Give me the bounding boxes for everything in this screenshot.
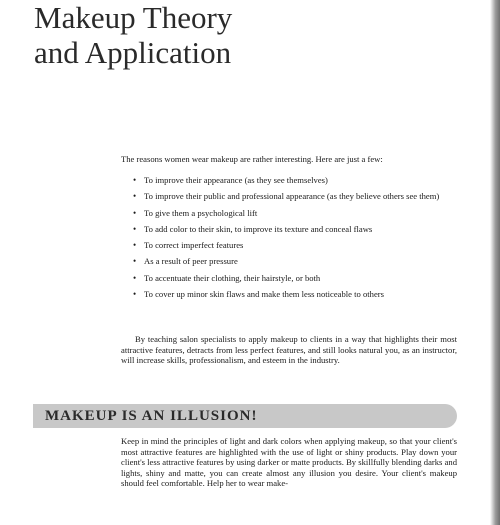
list-item-text: To accentuate their clothing, their hairstyle, or both xyxy=(144,272,321,283)
list-item xyxy=(133,289,457,300)
bullet-icon: • xyxy=(133,191,137,202)
bullet-icon: • xyxy=(133,272,137,283)
list-item-text: To add color to their skin, to improve its texture and conceal flaws xyxy=(144,223,373,234)
list-item xyxy=(133,256,457,267)
list-item-text: To improve their appearance (as they see themselves) xyxy=(144,175,328,185)
bullet-icon: • xyxy=(133,207,137,218)
reasons-list xyxy=(133,175,457,305)
list-item-text: To give them a psychological lift xyxy=(144,207,258,218)
body-paragraph-1: By teaching salon specialists to apply makeup to clients in a way that highlights their most attractive features, detracts from less perfect features, and still looks natural you, as an instructor, will increase skills, professionalism, and esteem in the industry. xyxy=(121,334,457,366)
list-item xyxy=(133,240,457,251)
list-item xyxy=(133,224,457,235)
bullet-icon: • xyxy=(133,240,137,251)
list-item-text: As a result of peer pressure xyxy=(144,256,238,267)
chapter-title-line-2: and Application xyxy=(34,35,232,70)
chapter-title xyxy=(34,0,232,70)
page-edge-shadow xyxy=(490,0,500,525)
section-heading-bar xyxy=(33,404,457,428)
list-item-text: To cover up minor skin flaws and make them less noticeable to others xyxy=(144,289,384,300)
list-item xyxy=(133,175,457,186)
bullet-icon: • xyxy=(133,175,137,185)
bullet-icon: • xyxy=(133,256,137,267)
list-item xyxy=(133,208,457,219)
body-paragraph-2: Keep in mind the principles of light and dark colors when applying makeup, so that your client's most attractive features are highlighted with the use of light or shiny products. Play down your client's less attractive features by using darker or matte products. By skillfully blending darks and lights, shiny and matte, you can create almost any illusion you desire. Your client's makeup should feel comfortable. Help her to wear make- xyxy=(121,436,457,489)
list-item xyxy=(133,191,457,202)
list-item-text: To improve their public and professional appearance (as they believe others see them) xyxy=(144,191,440,202)
bullet-icon: • xyxy=(133,289,137,300)
list-item-text: To correct imperfect features xyxy=(144,240,244,251)
section-heading: MAKEUP IS AN ILLUSION! xyxy=(45,408,258,424)
chapter-title-line-1: Makeup Theory xyxy=(34,0,233,35)
bullet-icon: • xyxy=(133,223,137,234)
list-item xyxy=(133,273,457,284)
intro-text: The reasons women wear makeup are rather interesting. Here are just a few: xyxy=(121,154,383,164)
